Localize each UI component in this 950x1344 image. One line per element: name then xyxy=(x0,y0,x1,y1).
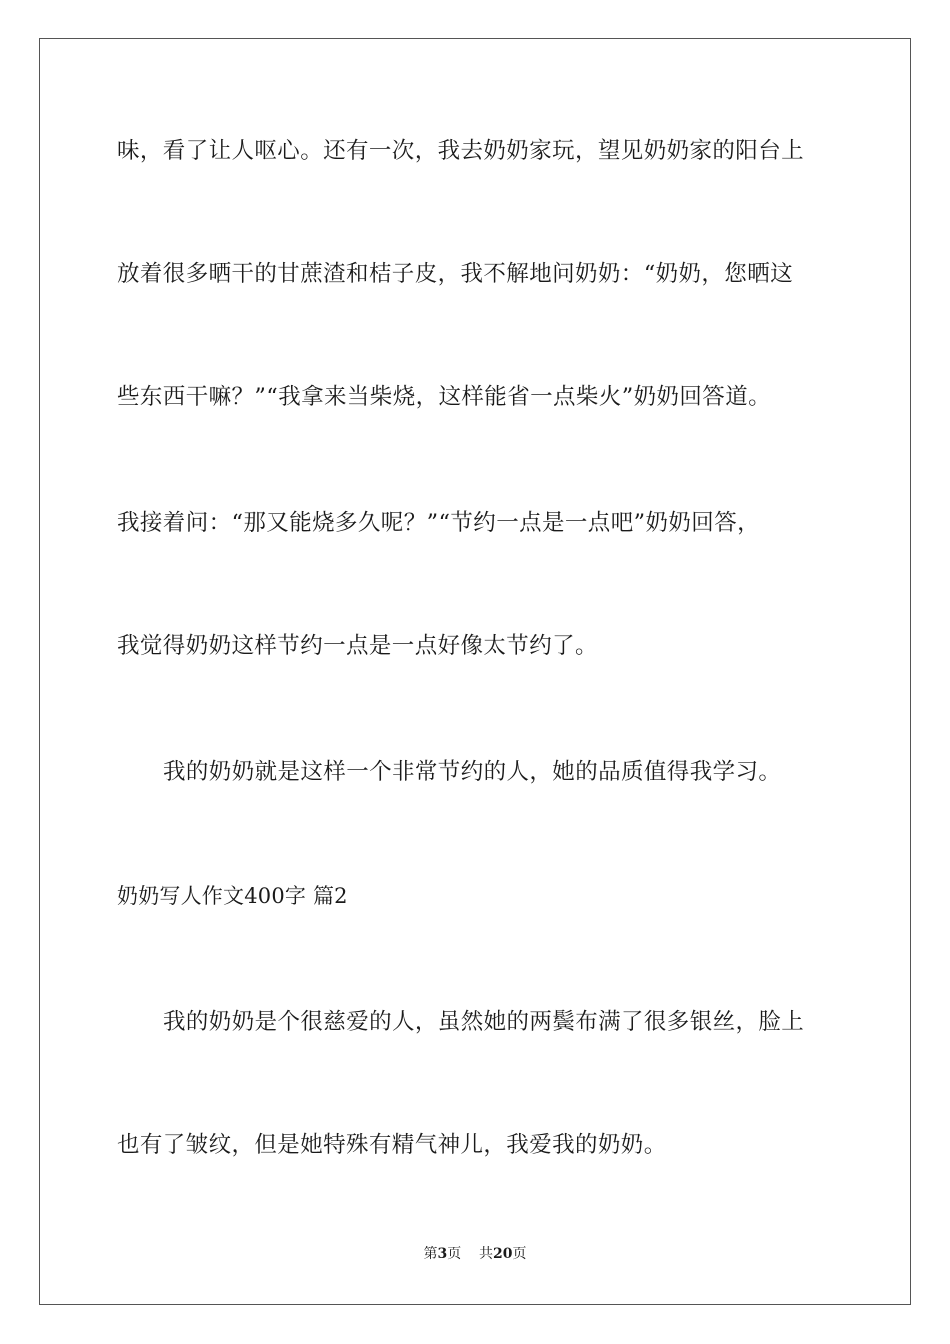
section-heading: 奶奶写人作文400字 篇2 xyxy=(117,884,348,908)
paragraph-line: 放着很多晒干的甘蔗渣和桔子皮，我不解地问奶奶：“奶奶，您晒这 xyxy=(117,261,794,287)
total-label-prefix: 共 xyxy=(479,1246,494,1262)
page-footer xyxy=(0,1245,950,1263)
paragraph-line: 也有了皱纹，但是她特殊有精气神儿，我爱我的奶奶。 xyxy=(117,1132,667,1158)
total-label-suffix: 页 xyxy=(512,1246,527,1262)
paragraph-line: 味，看了让人呕心。还有一次，我去奶奶家玩，望见奶奶家的阳台上 xyxy=(117,138,805,164)
paragraph-line: 些东西干嘛？”“我拿来当柴烧，这样能省一点柴火”奶奶回答道。 xyxy=(117,384,772,410)
paragraph-line: 我觉得奶奶这样节约一点是一点好像太节约了。 xyxy=(117,633,598,659)
paragraph-line: 我接着问：“那又能烧多久呢？”“节约一点是一点吧”奶奶回答， xyxy=(117,510,761,536)
page-label-prefix: 第 xyxy=(423,1246,438,1262)
page-frame xyxy=(39,38,911,1305)
paragraph-line: 我的奶奶是个很慈爱的人，虽然她的两鬓布满了很多银丝，脸上 xyxy=(163,1009,805,1035)
page-label-suffix: 页 xyxy=(447,1246,462,1262)
page-number: 3 xyxy=(437,1246,448,1262)
paragraph-line: 我的奶奶就是这样一个非常节约的人，她的品质值得我学习。 xyxy=(163,759,782,785)
total-pages: 20 xyxy=(493,1246,513,1262)
